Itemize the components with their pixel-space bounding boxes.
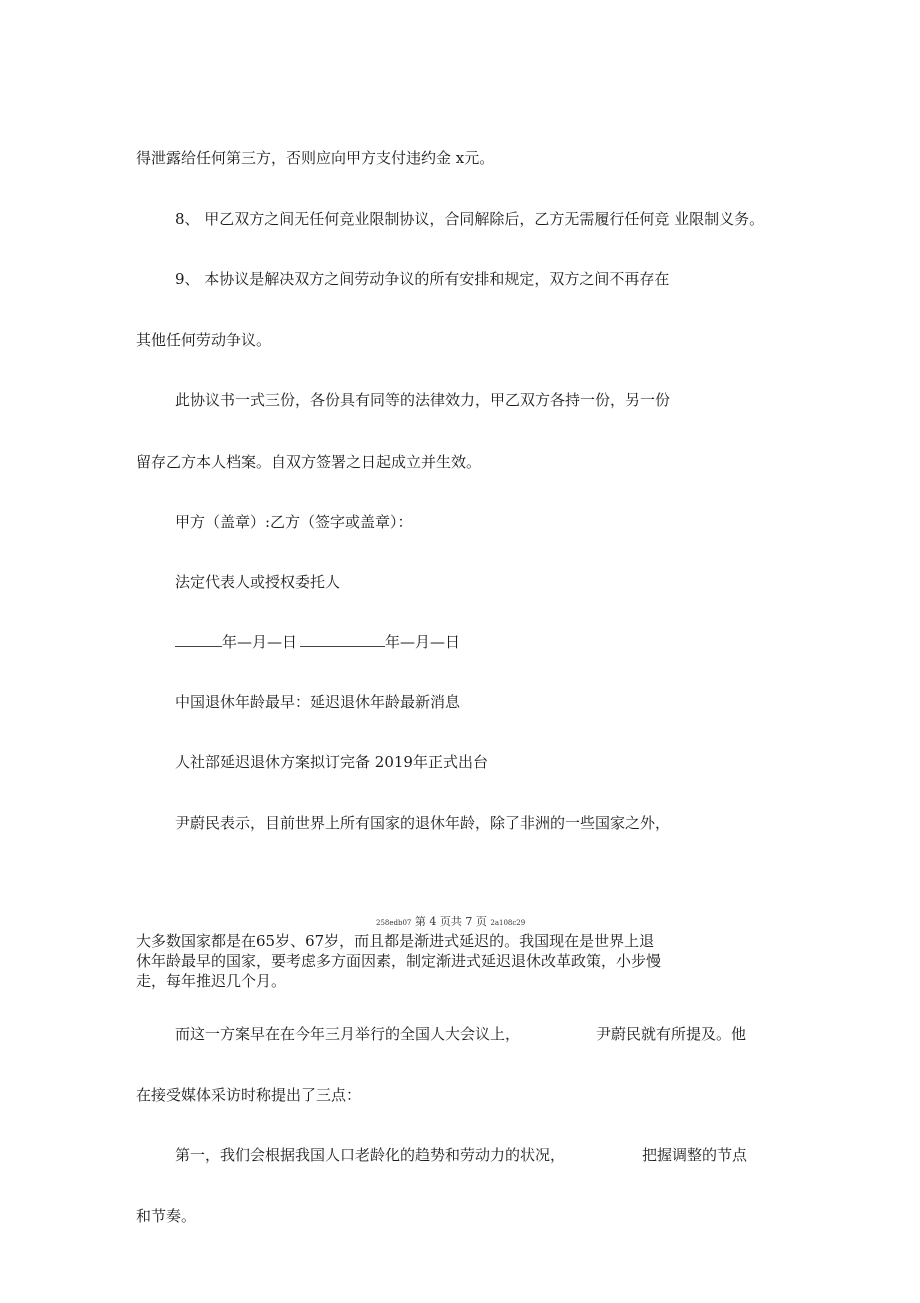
paragraph-line: 休年龄最早的国家，要考虑多方面因素，制定渐进式延迟退休改革政策，小步慢 [136,952,662,970]
paragraph-line: 尹蔚民就有所提及。他 [596,1025,747,1043]
page-footer [376,915,525,930]
blank-line [300,632,385,647]
paragraph-line: 和节奏。 [136,1207,197,1225]
date-placeholder: 年—月—日 [222,633,298,651]
page-number: 第 4 页共 7 页 [414,915,487,928]
paragraph-line: 其他任何劳动争议。 [136,331,272,349]
footer-code-right: 2a108c29 [490,919,526,927]
paragraph-line: 尹蔚民表示，目前世界上所有国家的退休年龄，除了非洲的一些国家之外， [175,814,671,832]
clause-8: 8、 甲乙双方之间无任何竞业限制协议，合同解除后，乙方无需履行任何竞 业限制义务。 [175,210,765,228]
paragraph-line: 在接受媒体采访时称提出了三点： [136,1086,362,1104]
paragraph-line: 大多数国家都是在65岁、67岁，而且都是渐进式延迟的。我国现在是世界上退 [136,932,655,950]
legal-representative: 法定代表人或授权委托人 [175,573,341,591]
date-line [175,632,460,652]
paragraph-line: 得泄露给任何第三方，否则应向甲方支付违约金 x元。 [136,149,495,167]
paragraph-line: 第一，我们会根据我国人口老龄化的趋势和劳动力的状况， [175,1146,566,1164]
date-placeholder: 年—月—日 [385,633,461,651]
paragraph-line: 留存乙方本人档案。自双方签署之日起成立并生效。 [136,453,482,471]
paragraph-line: 而这一方案早在在今年三月举行的全国人大会议上， [175,1025,521,1043]
section-heading: 人社部延迟退休方案拟订完备 2019年正式出台 [175,753,488,771]
clause-9: 9、 本协议是解决双方之间劳动争议的所有安排和规定，双方之间不再存在 [175,270,670,288]
paragraph-line: 此协议书一式三份，各份具有同等的法律效力，甲乙双方各持一份，另一份 [175,391,671,409]
blank-line [175,632,222,647]
paragraph-line: 走，每年推迟几个月。 [136,972,287,990]
footer-code-left: 258edb07 [376,919,412,927]
section-heading: 中国退休年龄最早：延迟退休年龄最新消息 [175,693,461,711]
signature-parties: 甲方（盖章）:乙方（签字或盖章）： [175,513,413,531]
paragraph-line: 把握调整的节点 [642,1146,748,1164]
